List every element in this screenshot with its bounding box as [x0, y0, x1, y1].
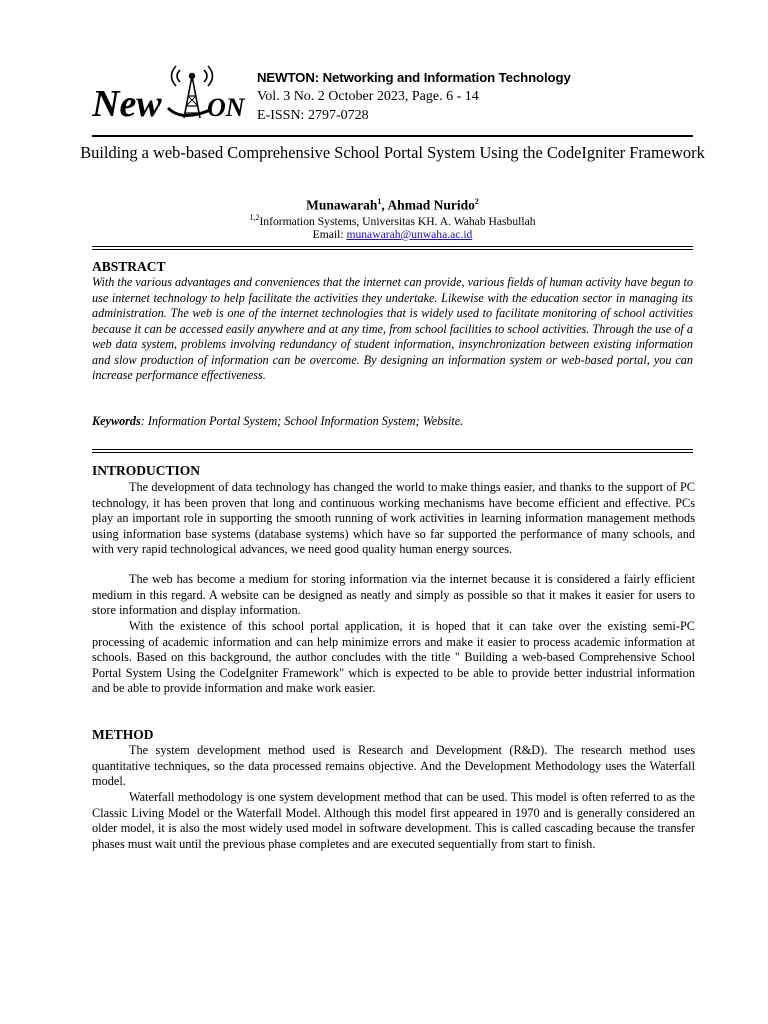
introduction-paragraph: The web has become a medium for storing information via the internet because it is considered a fairly efficient medium in this regard. A website can be designed as neatly and simply as possible so that it makes it easier for users to store information and display information.: [92, 572, 695, 617]
affiliation-superscript: 1,2: [249, 213, 260, 222]
journal-volume: Vol. 3 No. 2 October 2023, Page. 6 - 14: [257, 89, 479, 104]
introduction-paragraph: With the existence of this school portal application, it is hoped that it can take over the existing semi-PC processing of academic information and can help minimize errors and make it easier to process academic information at schools. Based on this background, the author concludes with the title " Building a web-based Comprehensive School Portal System Using the CodeIgniter Framework" which is expected to be able to provide better industrial information and be able to provide information and make work easier.: [92, 619, 695, 695]
affiliation-text: Information Systems, Universitas KH. A. Wahab Hasbullah: [259, 214, 536, 228]
abstract-text: With the various advantages and conveniences that the internet can provide, various fields of human activity have begun to use internet technology to help facilitate the activities they undertake. Likewise with the education sector in managing its administration. The web is one of the internet technologies that is widely used to facilitate monitoring of school activities because it can be accessed easily anywhere and at any time, from school facilities to school activities. Through the use of a web data system, problems involving redundancy of student information, insynchronization between existing information and slow production of information can be overcome. By designing an information system or web-based portal, you can increase performance effectiveness.: [92, 275, 693, 382]
email-line: [92, 228, 693, 241]
journal-name: NEWTON: Networking and Information Technology: [257, 70, 571, 85]
svg-text:New: New: [92, 83, 162, 124]
keywords-line: [92, 414, 693, 430]
author-separator: ,: [381, 197, 388, 213]
email-label: Email:: [312, 228, 347, 241]
method-heading: METHOD: [92, 727, 154, 742]
author-line: [92, 197, 693, 214]
keywords-text: : Information Portal System; School Information System; Website.: [140, 414, 464, 428]
article-title: Building a web-based Comprehensive School Portal System Using the CodeIgniter Framework: [80, 143, 705, 162]
affiliation: [92, 213, 693, 228]
newton-logo-icon: [92, 64, 254, 124]
title-divider: [92, 246, 693, 250]
keywords-label: Keywords: [92, 414, 141, 428]
email-link[interactable]: munawarah@unwaha.ac.id: [346, 228, 473, 241]
author-superscript: 1: [377, 197, 382, 206]
abstract-heading: ABSTRACT: [92, 259, 166, 274]
method-paragraph: Waterfall methodology is one system development method that can be used. This model is often referred to as the Classic Living Model or the Waterfall Model. Although this model first appeared in 1970 and is generally considered an older model, it is also the most widely used model in software development. This is called cascading because the transfer phases must wait until the previous phase completes and are executed sequentially from start to finish.: [92, 790, 695, 851]
introduction-paragraph: The development of data technology has changed the world to make things easier, and thanks to the support of PC technology, it has been proven that long and continuous working mechanisms have become efficient and effective. PCs play an important role in supporting the smooth running of work activities in learning information management methods using information base systems (database systems) which have so far supported the performance of many schools, and with very rapid technological advances, we need good quality human energy sources.: [92, 480, 695, 556]
author-name: Munawarah: [306, 197, 378, 213]
introduction-heading: INTRODUCTION: [92, 463, 201, 478]
author-superscript: 2: [474, 197, 479, 206]
svg-text:ON: ON: [207, 93, 245, 122]
abstract-divider: [92, 449, 693, 453]
journal-issn: E-ISSN: 2797-0728: [257, 108, 369, 123]
author-name: Ahmad Nurido: [387, 197, 475, 213]
header-divider: [92, 135, 693, 137]
method-paragraph: The system development method used is Research and Development (R&D). The research method uses quantitative techniques, so the data processed remains objective. And the Development Methodology uses the Waterfall model.: [92, 743, 695, 788]
